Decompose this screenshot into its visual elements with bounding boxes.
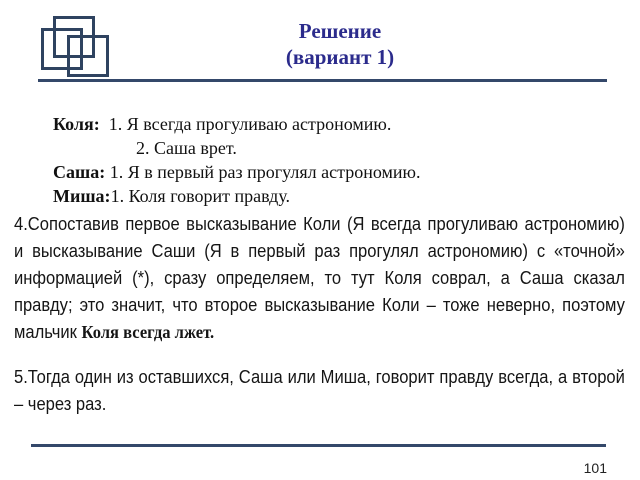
page-number: 101 (583, 460, 607, 476)
slide-title (240, 18, 440, 70)
logo-squares-icon (0, 0, 120, 90)
misha-statement-1 (53, 184, 420, 208)
slide-title-line1: Решение (298, 19, 382, 43)
speaker-kolya: Коля: (53, 114, 100, 134)
statement-text: 1. Коля говорит правду. (110, 186, 291, 206)
paragraph-step-5 (14, 364, 625, 418)
sasha-statement-1 (53, 160, 420, 184)
slide-title-line2: (вариант 1) (285, 45, 395, 69)
statement-text: 1. Я всегда прогуливаю астрономию. (108, 114, 392, 134)
top-divider (38, 79, 607, 82)
statements-list (53, 112, 420, 208)
step-5-text: 5.Тогда один из оставшихся, Саша или Миша, говорит правду всегда, а второй – через раз. (14, 367, 625, 414)
speaker-misha: Миша: (53, 186, 111, 206)
speaker-sasha: Саша: (53, 162, 106, 182)
kolya-statement-1 (53, 112, 420, 136)
statement-text: 2. Саша врет. (136, 138, 237, 158)
paragraph-step-4 (14, 211, 625, 346)
step-4-conclusion: Коля всегда лжет. (81, 322, 215, 342)
bottom-divider (31, 444, 606, 447)
logo-square-right (67, 35, 109, 77)
statement-text: 1. Я в первый раз прогулял астрономию. (109, 162, 421, 182)
kolya-statement-2 (53, 136, 420, 160)
step-4-text: 4.Сопоставив первое высказывание Коли (Я всегда прогуливаю астрономию) и высказывание Саши (Я в первый раз прогулял астрономию) с «точной» информацией (*), сразу определяем, то тут Коля соврал, а Саша сказал правду; это значит, что второе высказывание Коли – тоже неверно, поэтому мальчик (14, 214, 625, 342)
